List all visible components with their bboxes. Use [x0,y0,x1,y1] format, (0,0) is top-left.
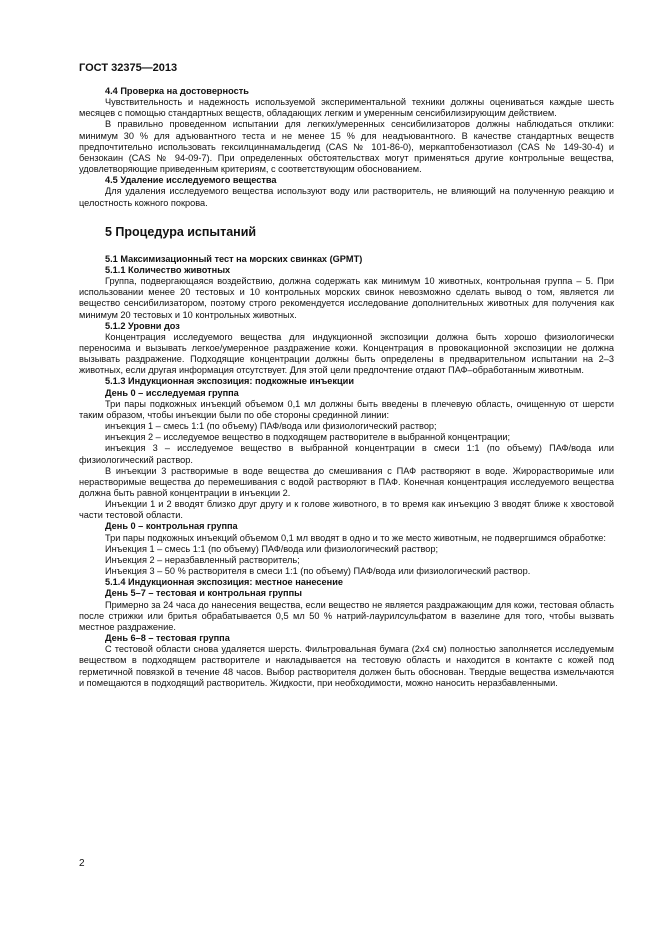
day0-control-title: День 0 – контрольная группа [105,521,238,532]
section-4-4 [79,86,614,175]
paragraph: Инъекции 1 и 2 вводят близко друг другу и к голове животного, в то время как инъекцию 3 вводят ближе к хвостовой части тестовой области. [79,499,614,521]
paragraph: В инъекции 3 растворимые в воде вещества до смешивания с ПАФ растворяют в воде. Жирорастворимые или нерастворимые вещества до перемешивания с водой растворяют в ПАФ. Конечная концентрация исследуемого вещества должна быть равной концентрации в инъекции 2. [79,465,614,498]
section-5-1-3-title: 5.1.3 Индукционная экспозиция: подкожные инъекции [105,376,354,387]
section-4-5 [79,175,614,208]
paragraph: Чувствительность и надежность используемой экспериментальной техники должны оцениваться каждые шесть месяцев с помощью стандартных веществ, обладающих легким и умеренным сенсибилизирующим действием. [79,97,614,119]
document-header: ГОСТ 32375—2013 [79,62,178,74]
list-item: Инъекция 3 – 50 % растворителя в смеси 1:1 (по объему) ПАФ/вода или физиологический раствор. [105,566,531,577]
day0-test-title: День 0 – исследуемая группа [105,387,239,398]
section-5-title: 5 Процедура испытаний [105,224,257,239]
page-number: 2 [79,858,85,869]
paragraph: В правильно проведенном испытании для легких/умеренных сенсибилизаторов должны наблюдаться отклики: минимум 30 % для адъювантного теста и не менее 15 % для неадъювантного. В качестве стандартных веществ предпочтительно использовать гексилциннамальдегид (CAS № 101-86-0), меркаптобензотиазол (CAS № 149-30-4) и бензокаин (CAS № 94-09-7). При определенных обстоятельствах могут применяться другие контрольные вещества, удовлетворяющие приведенным критериям, с соответствующим обоснованием. [79,119,614,175]
paragraph: Три пары подкожных инъекций объемом 0,1 мл вводят в одно и то же место животным, не подвергшимся обработке: [105,532,606,543]
section-4-4-title: 4.4 Проверка на достоверность [105,86,249,96]
day57-title: День 5–7 – тестовая и контрольная группы [105,588,302,599]
list-item: инъекция 3 – исследуемое вещество в выбранной концентрации в смеси 1:1 (по объему) ПАФ/вода или физиологический раствор. [79,443,614,465]
paragraph: Для удаления исследуемого вещества используют воду или растворитель, не влияющий на полученную реакцию и целостность кожного покрова. [79,186,614,208]
list-item: Инъекция 2 – неразбавленный растворитель; [105,554,300,565]
section-5-1 [79,254,614,689]
paragraph: Примерно за 24 часа до нанесения вещества, если вещество не является раздражающим для кожи, тестовая область после стрижки или бритья обрабатывается 0,5 мл 50 % натрий-лаурилсульфатом в вазелине для того, чтобы вызвать местное раздражение. [79,599,614,632]
paragraph: Три пары подкожных инъекций объемом 0,1 мл должны быть введены в плечевую область, очищенную от шерсти таким образом, чтобы инъекции были по обе стороны срединной линии: [79,398,614,420]
list-item: Инъекция 1 – смесь 1:1 (по объему) ПАФ/вода или физиологический раствор; [105,543,439,554]
document-page [79,62,614,689]
paragraph: Концентрация исследуемого вещества для индукционной экспозиции должна быть хорошо физиологически переносима и вызывать легкое/умеренное раздражение кожи. Концентрация в провокационной экспозиции не должна вызывать раздражение. Подходящие концентрации должны быть определены в предварительном испытании на 2–3 животных, если другая информация отсутствует. Для этой цели предпочтение отдают ПАФ–обработанным животным. [79,331,614,376]
section-5-1-2-title: 5.1.2 Уровни доз [105,320,180,331]
paragraph: Группа, подвергающаяся воздействию, должна содержать как минимум 10 животных, контрольная группа – 5. При использовании менее 20 тестовых и 10 контрольных морских свинок невозможно сделать вывод о том, является ли вещество сенсибилизатором, поэтому строго рекомендуется исследование дополнительных животных для получения как минимум 20 тестовых и 10 контрольных животных. [79,276,614,320]
day68-title: День 6–8 – тестовая группа [105,633,230,644]
paragraph: С тестовой области снова удаляется шерсть. Фильтровальная бумага (2х4 см) полностью заполняется исследуемым веществом в подходящем растворителе и накладывается на тестовую область и находится в контакте с кожей под герметичной повязкой в течение 48 часов. Выбор растворителя должен быть обоснован. Твердые вещества измельчаются и помещаются в подходящий растворитель. Жидкости, при необходимости, можно наносить неразбавленными. [79,644,614,688]
list-item: инъекция 2 – исследуемое вещество в подходящем растворителе в выбранной концентрации; [105,432,511,443]
list-item: инъекция 1 – смесь 1:1 (по объему) ПАФ/вода или физиологический раствор; [105,421,437,432]
section-5-1-4-title: 5.1.4 Индукционная экспозиция: местное нанесение [105,577,343,588]
section-5-1-title: 5.1 Максимизационный тест на морских свинках (GPMT) [105,253,363,264]
section-4-5-title: 4.5 Удаление исследуемого вещества [105,175,277,186]
section-5-1-1-title: 5.1.1 Количество животных [105,264,231,275]
